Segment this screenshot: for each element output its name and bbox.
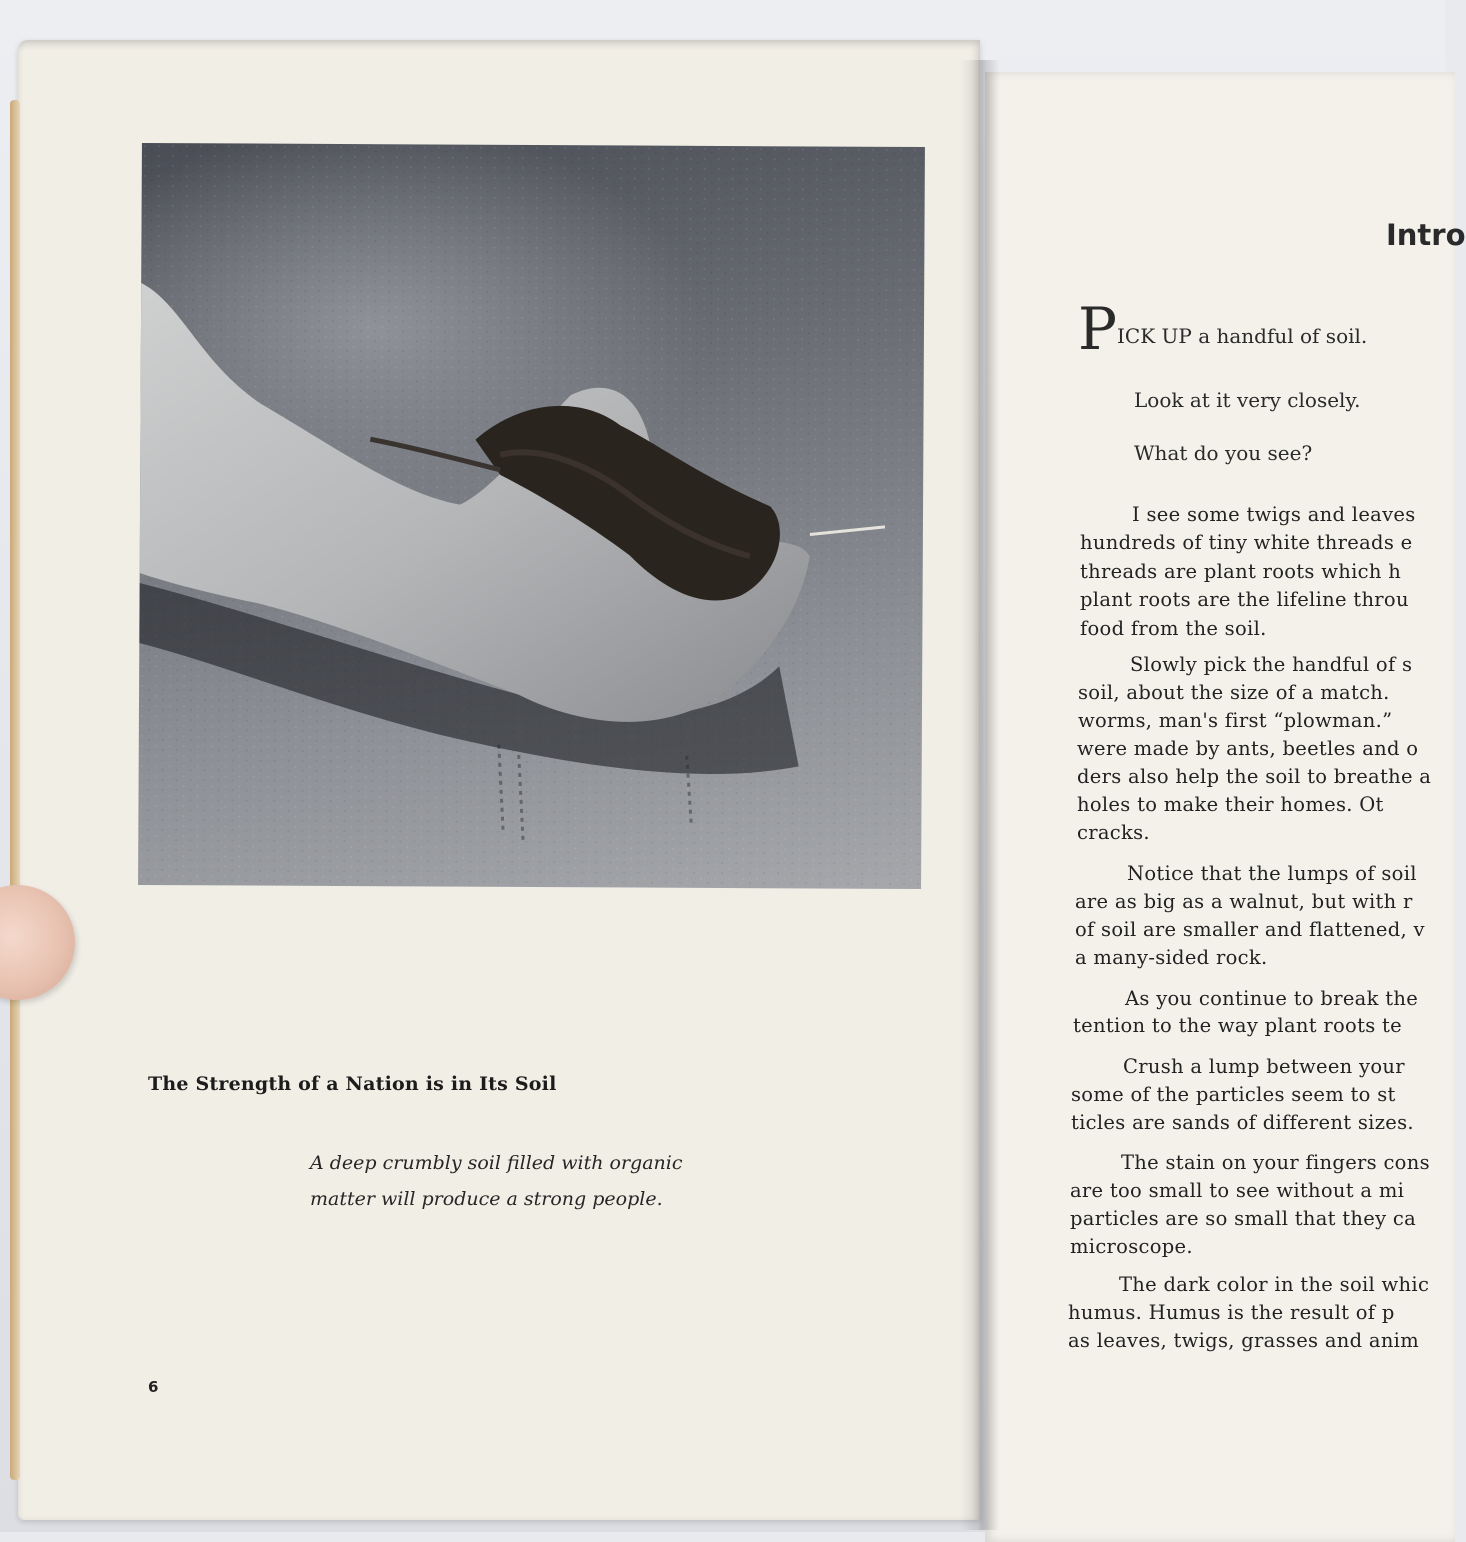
paragraph-line: threads are plant roots which h bbox=[1080, 560, 1402, 583]
paragraph-line: Crush a lump between your bbox=[1123, 1055, 1405, 1078]
paragraph-line: particles are so small that they ca bbox=[1070, 1207, 1417, 1230]
paragraph-line: hundreds of tiny white threads e bbox=[1080, 531, 1413, 554]
paragraph-line: some of the particles seem to st bbox=[1071, 1083, 1396, 1106]
intro-line: Look at it very closely. bbox=[1134, 388, 1361, 412]
paragraph-line: of soil are smaller and flattened, v bbox=[1075, 918, 1425, 941]
paragraph-line: As you continue to break the bbox=[1125, 987, 1419, 1010]
chapter-heading: Intro bbox=[1386, 218, 1466, 252]
paragraph-line: food from the soil. bbox=[1080, 617, 1267, 640]
paragraph-line: I see some twigs and leaves bbox=[1132, 503, 1416, 526]
caption-body bbox=[310, 1145, 760, 1217]
paragraph-line: ticles are sands of different sizes. bbox=[1071, 1111, 1414, 1134]
paragraph-line: The dark color in the soil whic bbox=[1119, 1273, 1430, 1296]
paragraph-line: are too small to see without a mi bbox=[1070, 1179, 1405, 1202]
drop-cap: P bbox=[1078, 295, 1118, 363]
paragraph-line: holes to make their homes. Ot bbox=[1077, 793, 1384, 816]
paragraph-line: Notice that the lumps of soil bbox=[1127, 862, 1417, 885]
dropcap-line bbox=[1078, 295, 1368, 363]
intro-line: What do you see? bbox=[1134, 441, 1313, 465]
caption-line: A deep crumbly soil filled with organic bbox=[310, 1152, 683, 1174]
paragraph-line: The stain on your fingers cons bbox=[1121, 1151, 1430, 1174]
paragraph-line: cracks. bbox=[1077, 821, 1150, 844]
paragraph-line: worms, man's first “plowman.” bbox=[1078, 709, 1393, 732]
book-gutter bbox=[960, 60, 1000, 1530]
paragraph-line: a many-sided rock. bbox=[1075, 946, 1268, 969]
paragraph-line: plant roots are the lifeline throu bbox=[1080, 588, 1409, 611]
paragraph-line: are as big as a walnut, but with r bbox=[1075, 890, 1413, 913]
paragraph-line: humus. Humus is the result of p bbox=[1068, 1301, 1395, 1324]
page-number: 6 bbox=[148, 1378, 159, 1396]
caption-line: matter will produce a strong people. bbox=[310, 1188, 663, 1210]
paragraph-line: were made by ants, beetles and o bbox=[1077, 737, 1419, 760]
paragraph-line: microscope. bbox=[1070, 1235, 1193, 1258]
dropcap-rest: ICK UP a handful of soil. bbox=[1117, 324, 1368, 348]
paragraph-line: ders also help the soil to breathe a bbox=[1077, 765, 1432, 788]
paragraph-line: Slowly pick the handful of s bbox=[1130, 653, 1413, 676]
soil-hand-photo bbox=[138, 143, 925, 889]
photo-illustration bbox=[138, 143, 925, 889]
paragraph-line: tention to the way plant roots te bbox=[1073, 1014, 1403, 1037]
paragraph-line: soil, about the size of a match. bbox=[1078, 681, 1390, 704]
page-edge bbox=[10, 100, 20, 1480]
paragraph-line: as leaves, twigs, grasses and anim bbox=[1068, 1329, 1420, 1352]
caption-title: The Strength of a Nation is in Its Soil bbox=[148, 1073, 557, 1095]
